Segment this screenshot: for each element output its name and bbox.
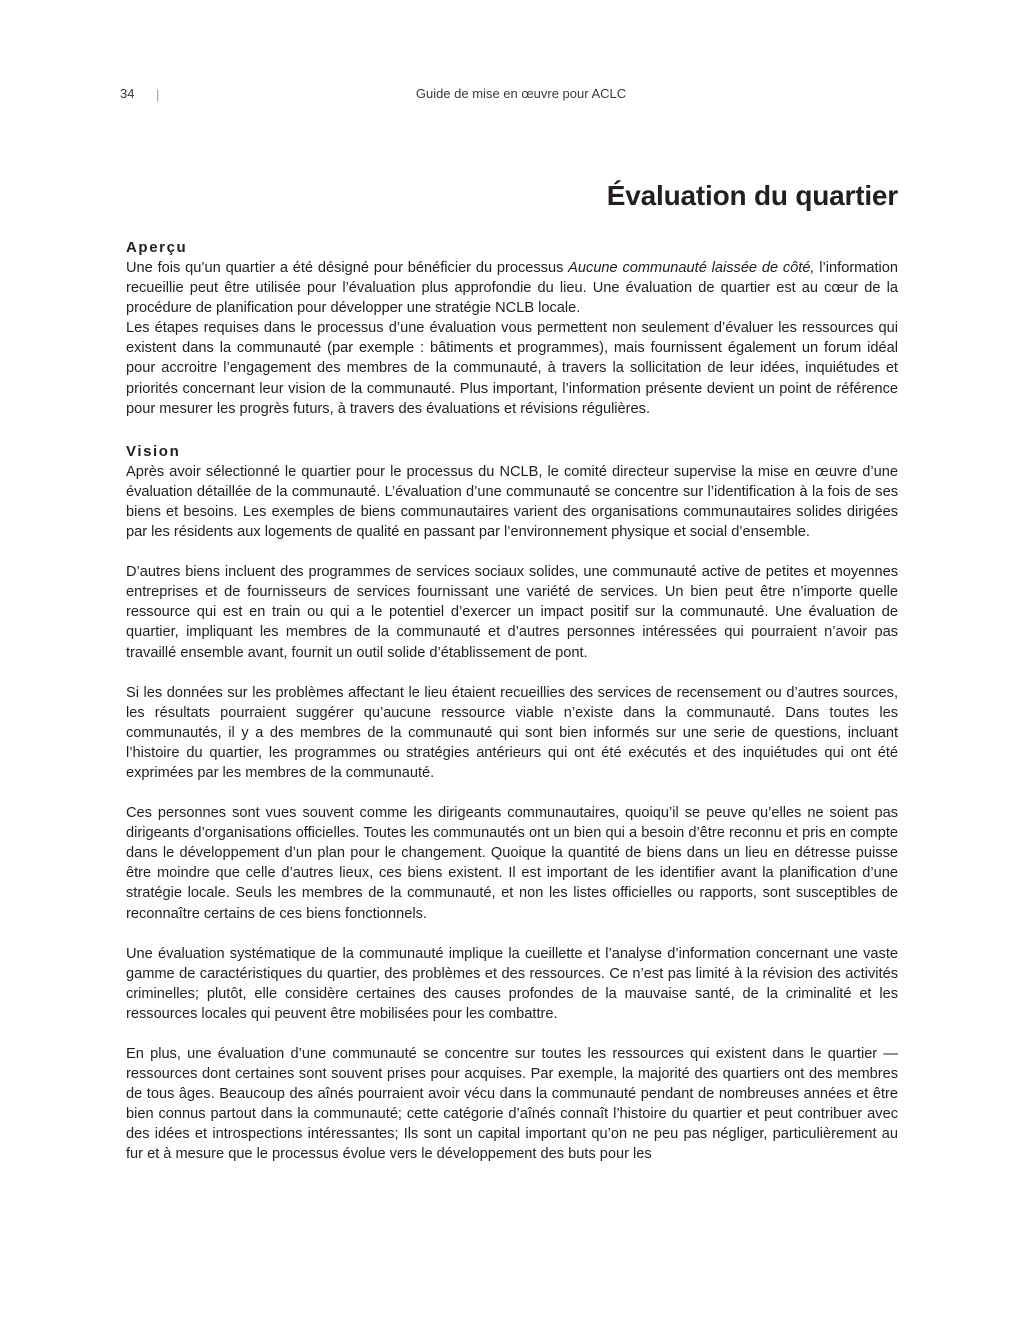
paragraph: Les étapes requises dans le processus d’une évaluation vous permettent non seulement d’évaluer les ressources qui existent dans la communauté (par exemple : bâtiments et programmes), mais fournissent également un forum idéal pour accroitre l’engagement des membres de la communauté, à travers la sollicitation de leur idées, inquiétudes et priorités concernant leur vision de la communauté. Plus important, l’information présente devient un point de référence pour mesurer les progrès futurs, à travers des évaluations et révisions régulières.: [126, 320, 898, 417]
paragraph-text: Une fois qu’un quartier a été désigné pour bénéficier du processus: [126, 260, 569, 276]
paragraph: Si les données sur les problèmes affectant le lieu étaient recueillies des services de recensement ou d’autres sources, les résultats pourraient suggérer qu’aucune ressource viable n’existe dans la communauté. Dans toutes les communautés, il y a des membres de la communauté qui sont bien informés sur une serie de questions, incluant l’histoire du quartier, les programmes ou stratégies antérieurs qui ont été exécutés et des inquiétudes qui ont été exprimées par les membres de la communauté.: [126, 684, 898, 781]
section-spacer: [126, 419, 898, 442]
paragraph-spacer: [126, 924, 898, 944]
page-title: Évaluation du quartier: [606, 180, 898, 211]
paragraph-spacer: [126, 542, 898, 562]
running-header-title: Guide de mise en œuvre pour ACLC: [415, 86, 627, 101]
header-divider: |: [156, 87, 160, 102]
paragraph-spacer: [126, 1024, 898, 1044]
page-number: 34: [120, 86, 135, 101]
section-heading-vision: Vision: [126, 442, 181, 460]
paragraph: En plus, une évaluation d’une communauté se concentre sur toutes les ressources qui existent dans le quartier — ressources dont certaines sont souvent prises pour acquises. Par exemple, la majorité des quartiers ont des membres de tous âges. Beaucoup des aînés pourraient avoir vécu dans la communauté pendant de nombreuses années et être bien connus partout dans la communauté; cette catégorie d’aînés connaît l’histoire du quartier et peut contribuer avec des idées et introspections intéressantes; Ils sont un capital important qu’on ne peu pas négliger, particulièrement au fur et à mesure que le processus évolue vers le développement des buts pour les: [126, 1046, 898, 1163]
section-vision: [126, 442, 898, 1165]
section-heading-apercu: Aperçu: [126, 239, 188, 256]
paragraph: Après avoir sélectionné le quartier pour le processus du NCLB, le comité directeur supervise la mise en œuvre d’une évaluation détaillée de la communauté. L’évaluation d’une communauté se concentre sur l’identification à la fois de ses biens et besoins. Les exemples de biens communautaires varient des organisations communautaires solides dirigées par les résidents aux logements de qualité en passant par l’environnement physique et social d’ensemble.: [126, 463, 898, 541]
italic-phrase: Aucune communauté laissée de côté,: [568, 260, 815, 276]
main-content: [126, 238, 898, 1165]
paragraph: Une évaluation systématique de la communauté implique la cueillette et l’analyse d’information concernant une vaste gamme de caractéristiques du quartier, des problèmes et des ressources. Ce n’est pas limité à la révision des activités criminelles; plutôt, elle considère certaines des causes profondes de la mauvaise santé, de la criminalité et les ressources locales qui peuvent être mobilisées pour les combattre.: [126, 945, 898, 1022]
section-apercu: [126, 238, 898, 419]
running-header: [120, 86, 898, 104]
paragraph: D’autres biens incluent des programmes de services sociaux solides, une communauté active de petites et moyennes entreprises et de fournisseurs de services fournissant une variété de services. Un bien peut être n’importe quelle ressource qui est en train ou qui a le potentiel d’exercer un impact positif sur la communauté. Une évaluation de quartier, impliquant les membres de la communauté et d’autres personnes intéressées qui pourraient n’avoir pas travaillé ensemble avant, fournit un outil solide d’établissement de pont.: [126, 564, 898, 661]
paragraph-text: l’information recueillie peut être utilisée pour l’évaluation plus approfondie du lieu. Une évaluation de quartier est au cœur de la procédure de planification pour développer une stratégie NCLB locale.: [126, 260, 898, 317]
paragraph: [126, 258, 898, 318]
paragraph: Ces personnes sont vues souvent comme les dirigeants communautaires, quoiqu’il se peuve qu’elles ne soient pas dirigeants d’organisations officielles. Toutes les communautés ont un bien qui a besoin d’être reconnu et pris en compte dans le développement d’un plan pour le changement. Quoique la quantité de biens dans un lieu en détresse puisse être moindre que celle d’autres lieux, ces biens existent. Il est important de les identifier avant la planification d’une stratégie locale. Seuls les membres de la communauté, et non les listes officielles ou rapports, sont susceptibles de reconnaître certains de ces biens fonctionnels.: [126, 805, 898, 922]
paragraph-spacer: [126, 663, 898, 683]
paragraph-spacer: [126, 783, 898, 803]
